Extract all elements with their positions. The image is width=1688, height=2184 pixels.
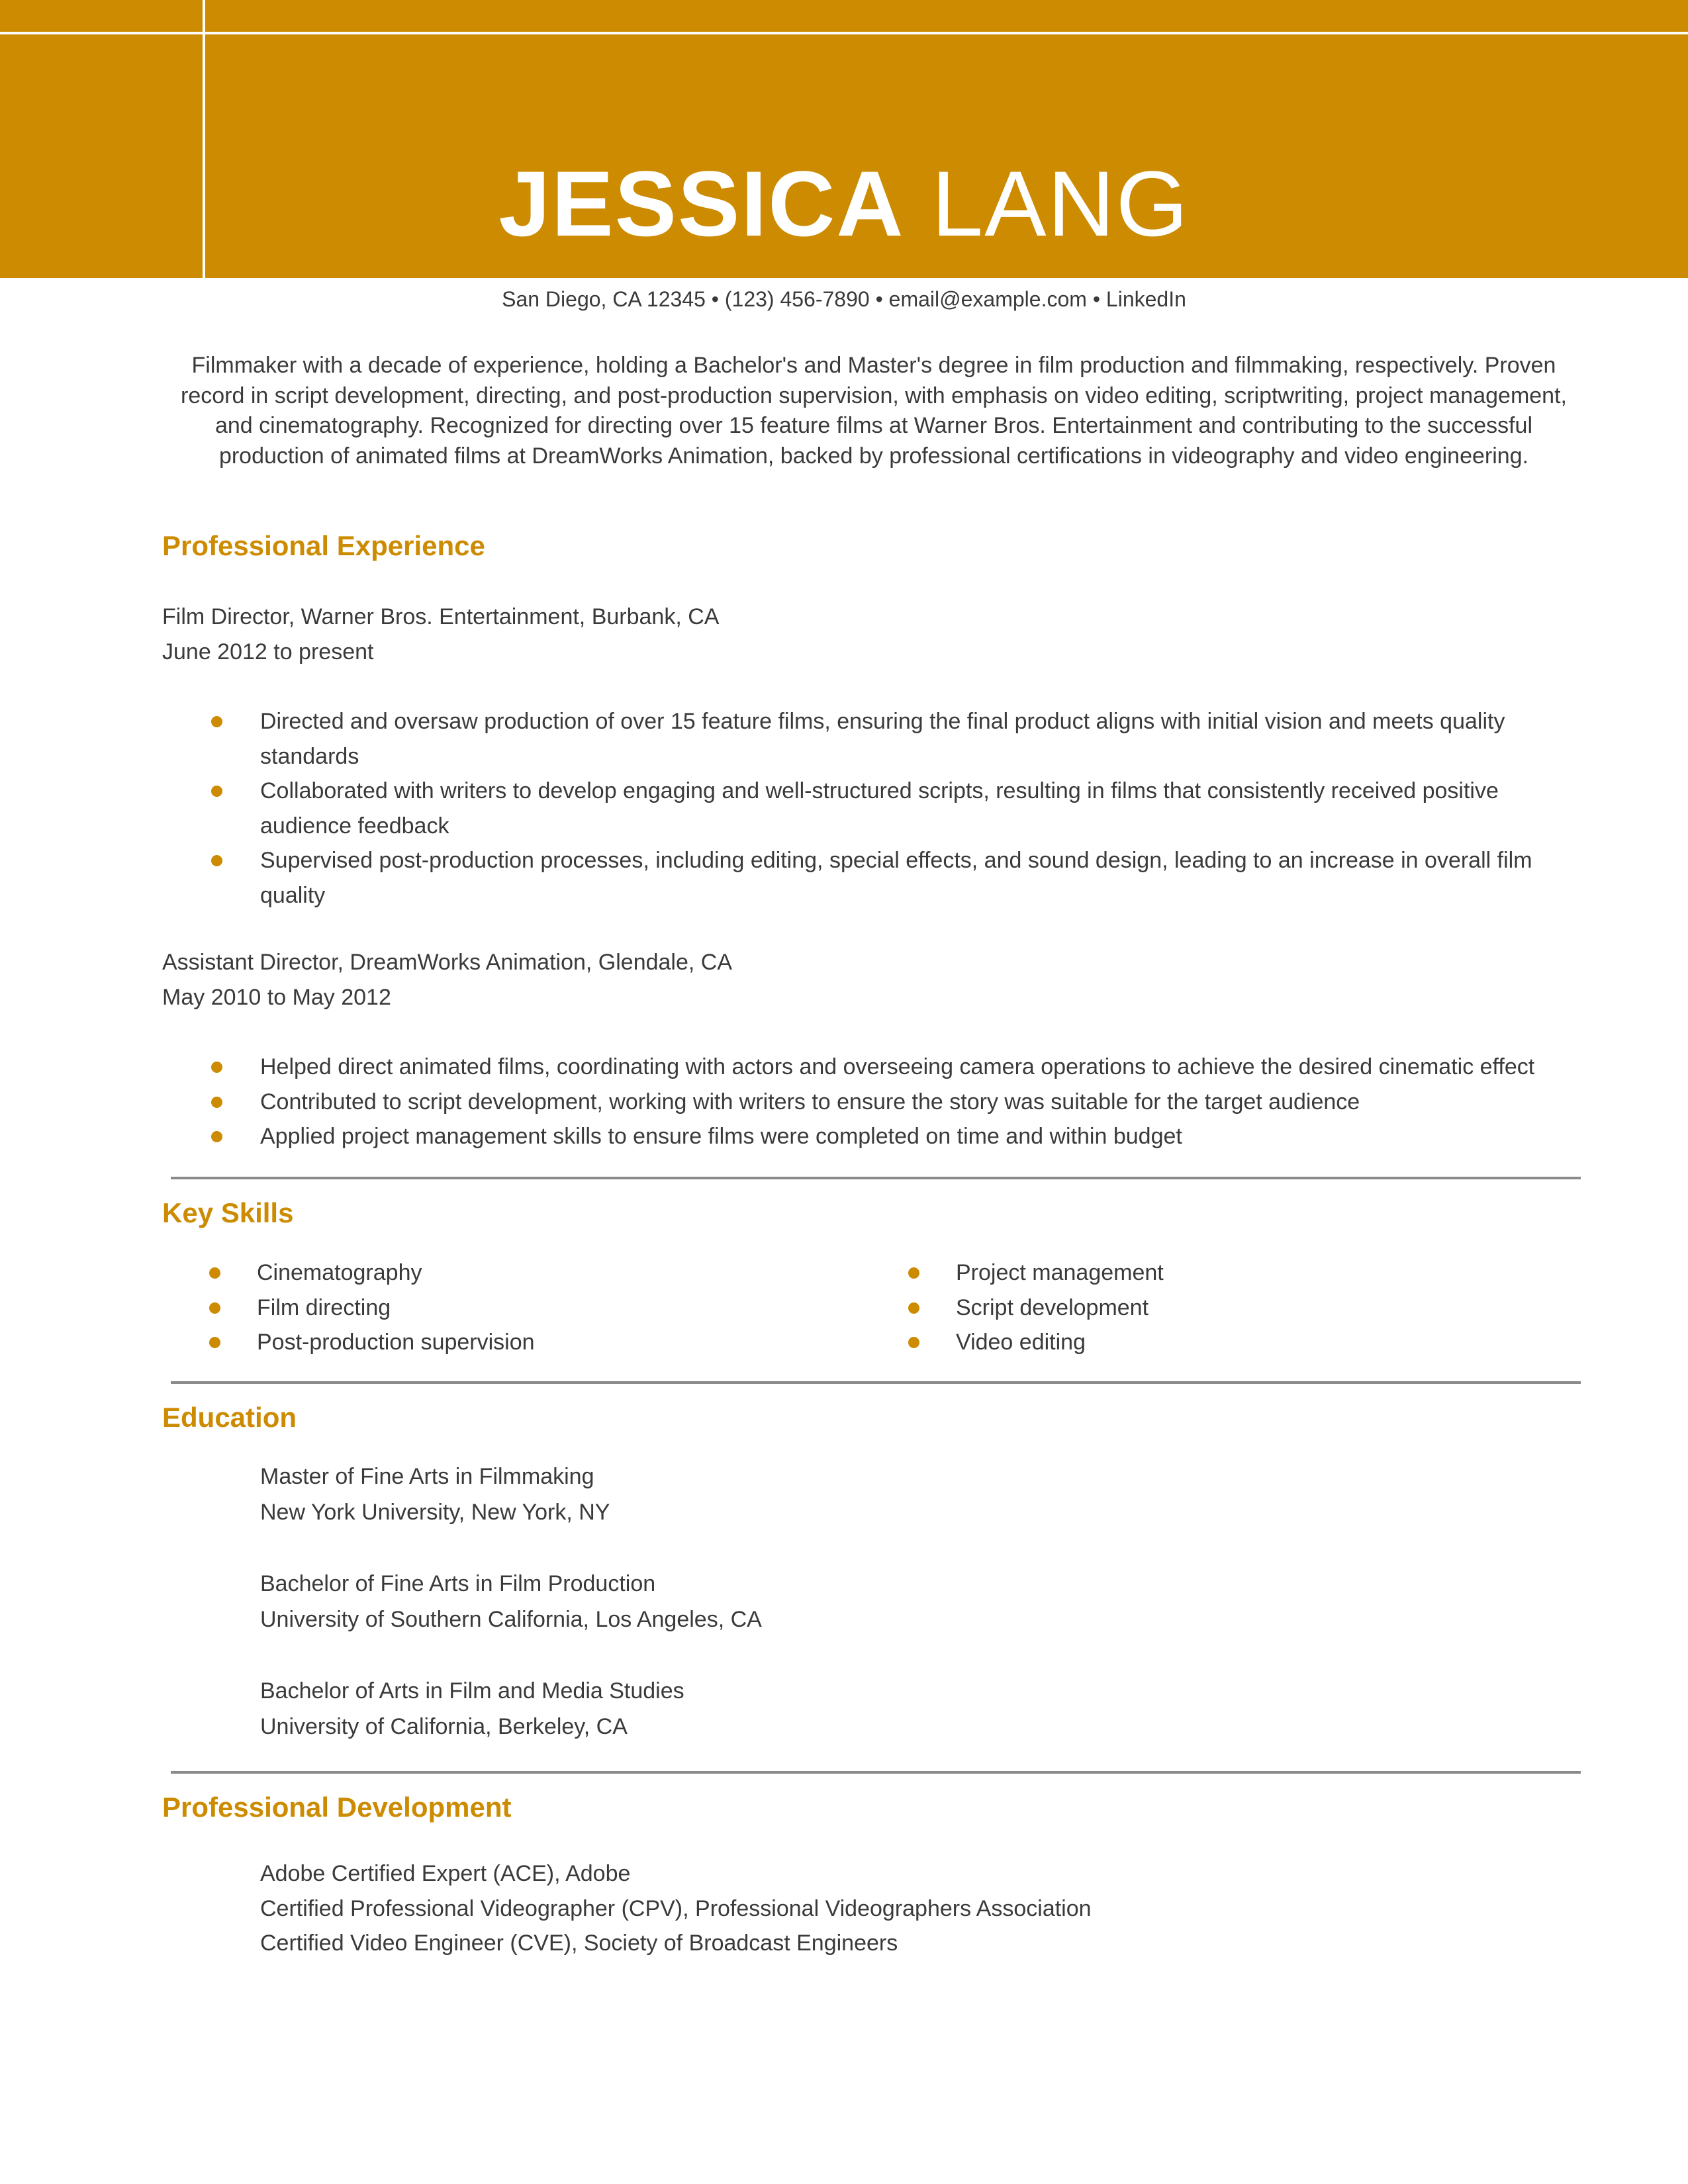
bullet-dot-icon xyxy=(211,786,222,797)
bullet-dot-icon xyxy=(211,1131,222,1142)
job-header xyxy=(162,600,719,670)
list-item: Adobe Certified Expert (ACE), Adobe xyxy=(260,1861,631,1886)
skill-text: Video editing xyxy=(956,1330,1086,1355)
list-item xyxy=(0,1325,1164,1360)
bullet-dot-icon xyxy=(908,1267,919,1279)
skill-text: Script development xyxy=(956,1295,1149,1320)
section-divider xyxy=(171,1381,1581,1384)
skill-text: Cinematography xyxy=(257,1260,422,1285)
degree-name: Bachelor of Fine Arts in Film Production xyxy=(260,1571,656,1596)
contact-line: San Diego, CA 12345 • (123) 456-7890 • email@example.com • LinkedIn xyxy=(502,287,1186,311)
education-entry xyxy=(260,1566,762,1637)
job-role-line: Film Director, Warner Bros. Entertainment, Burbank, CA xyxy=(162,604,720,629)
list-item xyxy=(0,1255,1164,1291)
section-title-experience: Professional Experience xyxy=(162,530,485,561)
last-name: LANG xyxy=(931,152,1190,255)
degree-name: Master of Fine Arts in Filmmaking xyxy=(260,1464,594,1489)
list-item xyxy=(0,1291,1164,1326)
bullet-dot-icon xyxy=(908,1337,919,1348)
job-role-line: Assistant Director, DreamWorks Animation, Glendale, CA xyxy=(162,950,733,975)
bullet-text: Directed and oversaw production of over 15 feature films, ensuring the final product aligns with initial vision and meets quality standards xyxy=(260,709,1505,769)
degree-name: Bachelor of Arts in Film and Media Studies xyxy=(260,1678,684,1704)
section-title-education: Education xyxy=(162,1402,297,1433)
first-name: JESSICA xyxy=(498,152,905,255)
skill-text: Film directing xyxy=(257,1295,391,1320)
certification-list xyxy=(260,1856,1092,1961)
section-title-development: Professional Development xyxy=(162,1792,512,1823)
list-item: Certified Video Engineer (CVE), Society of Broadcast Engineers xyxy=(260,1931,898,1956)
job-header xyxy=(162,945,732,1015)
school-name: New York University, New York, NY xyxy=(260,1500,610,1525)
bullet-dot-icon xyxy=(211,716,222,727)
header-rule-horizontal xyxy=(0,32,1688,34)
bullet-dot-icon xyxy=(211,1062,222,1073)
bullet-text: Contributed to script development, working with writers to ensure the story was suitable for the target audience xyxy=(260,1089,1360,1115)
section-divider xyxy=(171,1177,1581,1179)
section-divider xyxy=(171,1771,1581,1774)
job-bullet-list xyxy=(0,1050,1688,1154)
section-title-skills: Key Skills xyxy=(162,1197,294,1228)
bullet-text: Applied project management skills to ensure films were completed on time and within budget xyxy=(260,1124,1182,1149)
school-name: University of Southern California, Los Angeles, CA xyxy=(260,1607,762,1632)
job-dates: May 2010 to May 2012 xyxy=(162,985,391,1010)
skill-text: Post-production supervision xyxy=(257,1330,535,1355)
list-item xyxy=(0,1119,1584,1154)
bullet-text: Collaborated with writers to develop engaging and well-structured scripts, resulting in films that consistently received positive audience feedback xyxy=(260,778,1499,839)
education-entry xyxy=(260,1459,610,1530)
summary-paragraph: Filmmaker with a decade of experience, holding a Bachelor's and Master's degree in film production and filmmaking, respectively. Proven record in script development, directing, and post-production supervision, with emphasis on video editing, scriptwriting, project management, and cinematography. Recognized for directing over 15 feature films at Warner Bros. Entertainment and contributing to the successful production of animated films at DreamWorks Animation, backed by professional certifications in videography and video engineering. xyxy=(181,353,1567,469)
list-item: Certified Professional Videographer (CPV), Professional Videographers Association xyxy=(260,1895,1092,1921)
skill-text: Project management xyxy=(956,1260,1164,1285)
bullet-text: Helped direct animated films, coordinating with actors and overseeing camera operations to achieve the desired cinematic effect xyxy=(260,1054,1535,1079)
bullet-dot-icon xyxy=(211,855,222,866)
candidate-name xyxy=(0,151,1688,257)
bullet-dot-icon xyxy=(211,1097,222,1108)
job-bullet-list xyxy=(0,704,1688,913)
skills-column-right xyxy=(0,1255,1164,1360)
list-item xyxy=(0,843,1584,913)
list-item xyxy=(0,704,1584,774)
education-entry xyxy=(260,1673,684,1745)
list-item xyxy=(0,1050,1584,1085)
job-dates: June 2012 to present xyxy=(162,639,374,664)
list-item xyxy=(0,1085,1584,1120)
school-name: University of California, Berkeley, CA xyxy=(260,1714,628,1739)
bullet-text: Supervised post-production processes, including editing, special effects, and sound design, leading to an increase in overall film quality xyxy=(260,848,1532,908)
bullet-dot-icon xyxy=(908,1302,919,1314)
list-item xyxy=(0,774,1584,843)
